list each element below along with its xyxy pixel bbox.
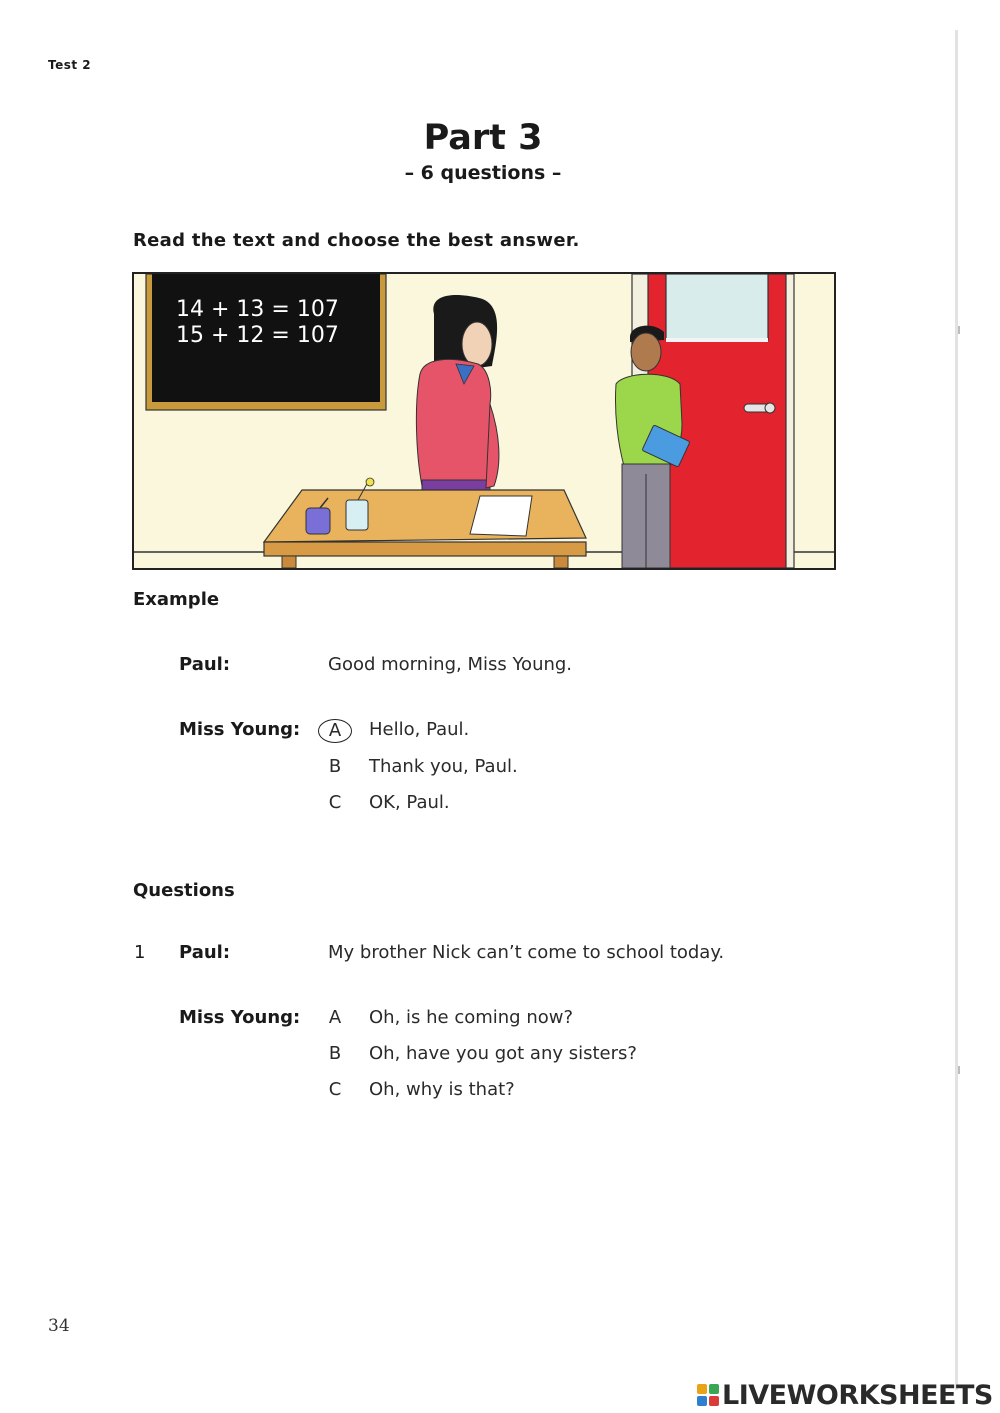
- example-option-c-letter: C: [328, 792, 342, 813]
- questions-heading: Questions: [133, 880, 235, 901]
- question-1-speaker-paul: Paul:: [179, 942, 231, 963]
- part-subtitle: – 6 questions –: [404, 162, 562, 184]
- question-1-option-b-text[interactable]: Oh, have you got any sisters?: [369, 1043, 637, 1064]
- blackboard-line-1: 14 + 13 = 107: [176, 297, 339, 322]
- part-title: Part 3: [423, 118, 543, 158]
- question-number: 1: [134, 942, 146, 963]
- liveworksheets-wordmark: LIVEWORKSHEETS: [722, 1379, 993, 1411]
- example-option-b-letter: B: [328, 756, 342, 777]
- instruction: Read the text and choose the best answer.: [133, 230, 580, 251]
- liveworksheets-brand[interactable]: [697, 1377, 993, 1413]
- example-option-a-text: Hello, Paul.: [369, 719, 470, 740]
- question-1-utterance: My brother Nick can’t come to school today.: [328, 942, 725, 963]
- example-heading: Example: [133, 589, 220, 610]
- edge-mark: [958, 326, 960, 334]
- question-1-option-b-letter[interactable]: B: [328, 1043, 342, 1064]
- page-number: 34: [48, 1316, 70, 1336]
- desk: [264, 478, 586, 568]
- question-1-speaker-miss-young: Miss Young:: [179, 1007, 301, 1028]
- logo-square: [697, 1396, 707, 1406]
- example-option-a-letter: A: [318, 719, 352, 743]
- blackboard: [146, 274, 386, 410]
- liveworksheets-logo-icon: [697, 1384, 719, 1406]
- page-edge: [955, 30, 958, 1390]
- question-1-option-c-letter[interactable]: C: [328, 1079, 342, 1100]
- logo-square: [697, 1384, 707, 1394]
- example-option-b-text: Thank you, Paul.: [369, 756, 518, 777]
- question-1-option-a-text[interactable]: Oh, is he coming now?: [369, 1007, 574, 1028]
- question-1-option-a-letter[interactable]: A: [328, 1007, 342, 1028]
- test-label: Test 2: [48, 58, 92, 72]
- edge-mark: [958, 1066, 960, 1074]
- example-speaker-miss-young: Miss Young:: [179, 719, 301, 740]
- example-option-c-text: OK, Paul.: [369, 792, 450, 813]
- question-1-option-c-text[interactable]: Oh, why is that?: [369, 1079, 515, 1100]
- logo-square: [709, 1384, 719, 1394]
- example-speaker-paul: Paul:: [179, 654, 231, 675]
- classroom-illustration: [132, 272, 836, 570]
- blackboard-line-2: 15 + 12 = 107: [176, 323, 339, 348]
- logo-square: [709, 1396, 719, 1406]
- example-utterance: Good morning, Miss Young.: [328, 654, 573, 675]
